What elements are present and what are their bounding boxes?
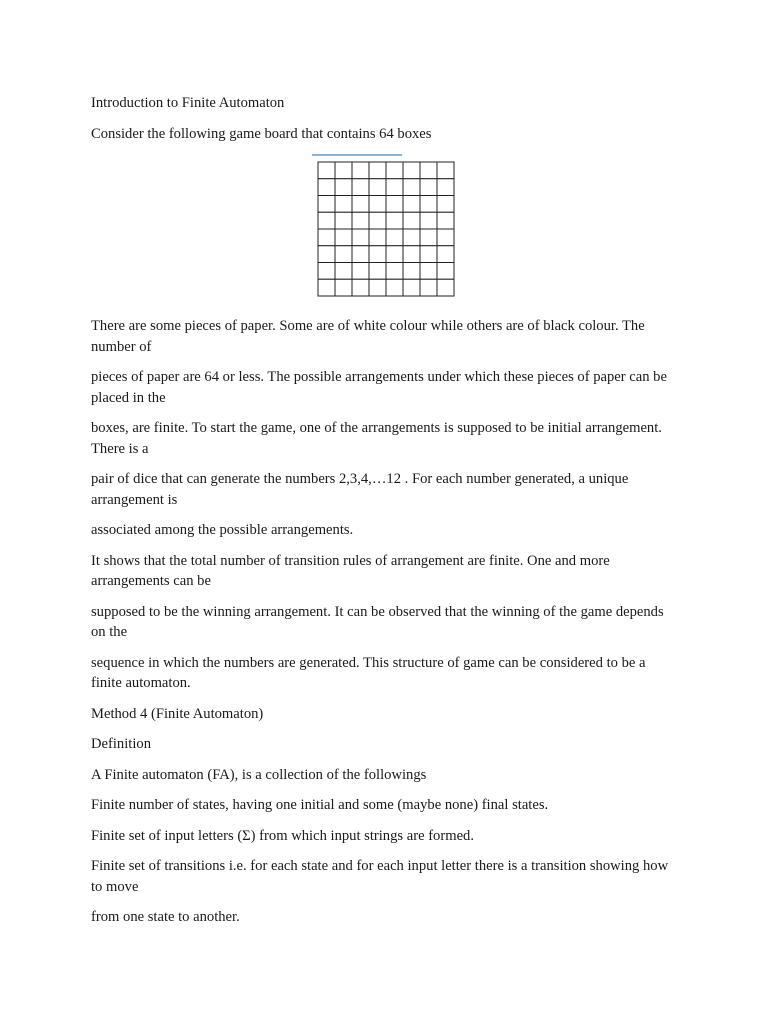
- paragraph: It shows that the total number of transition rules of arrangement are finite. One and more arrangements can be: [91, 552, 610, 589]
- board-box: [352, 162, 369, 179]
- board-box: [369, 229, 386, 246]
- board-box: [437, 229, 454, 246]
- board-box: [420, 179, 437, 196]
- board-box: [403, 212, 420, 229]
- board-box: [369, 212, 386, 229]
- board-box: [437, 179, 454, 196]
- board-box: [335, 212, 352, 229]
- board-box: [318, 229, 335, 246]
- board-box: [335, 179, 352, 196]
- board-box: [386, 179, 403, 196]
- board-box: [352, 246, 369, 263]
- board-box: [335, 263, 352, 280]
- board-box: [437, 263, 454, 280]
- board-box: [420, 212, 437, 229]
- board-box: [386, 196, 403, 213]
- board-accent-line: [312, 154, 402, 156]
- board-box: [318, 179, 335, 196]
- paragraph: associated among the possible arrangements.: [91, 522, 354, 538]
- document-page: [91, 93, 676, 938]
- board-box: [403, 196, 420, 213]
- board-box: [318, 263, 335, 280]
- board-box: [352, 212, 369, 229]
- board-box: [335, 279, 352, 296]
- board-box: [403, 246, 420, 263]
- board-box: [420, 229, 437, 246]
- game-board-grid: [317, 161, 455, 297]
- paragraph: from one state to another.: [91, 909, 240, 925]
- board-box: [403, 162, 420, 179]
- board-box: [403, 279, 420, 296]
- board-box: [369, 279, 386, 296]
- board-box: [420, 196, 437, 213]
- board-box: [420, 279, 437, 296]
- board-box: [352, 263, 369, 280]
- board-box: [420, 263, 437, 280]
- paragraph: pair of dice that can generate the numbers 2,3,4,…12 . For each number generated, a unique arrangement is: [91, 471, 629, 508]
- board-box: [335, 196, 352, 213]
- paragraph: Finite set of transitions i.e. for each state and for each input letter there is a transition showing how to move: [91, 858, 669, 895]
- board-box: [437, 279, 454, 296]
- paragraph: Finite number of states, having one initial and some (maybe none) final states.: [91, 797, 549, 813]
- board-box: [420, 246, 437, 263]
- board-box: [369, 162, 386, 179]
- board-box: [369, 179, 386, 196]
- board-box: [335, 229, 352, 246]
- board-box: [318, 196, 335, 213]
- document-title: Introduction to Finite Automaton: [91, 95, 285, 111]
- board-box: [335, 246, 352, 263]
- board-box: [386, 263, 403, 280]
- board-box: [352, 279, 369, 296]
- paragraph: pieces of paper are 64 or less. The possible arrangements under which these pieces of paper can be placed in the: [91, 369, 667, 406]
- board-box: [437, 196, 454, 213]
- board-box: [318, 246, 335, 263]
- board-box: [352, 196, 369, 213]
- board-box: [335, 162, 352, 179]
- board-box: [403, 229, 420, 246]
- board-box: [386, 229, 403, 246]
- paragraph: boxes, are finite. To start the game, one of the arrangements is supposed to be initial arrangement. There is a: [91, 420, 662, 457]
- board-box: [386, 246, 403, 263]
- board-box: [437, 212, 454, 229]
- board-box: [437, 162, 454, 179]
- board-box: [386, 212, 403, 229]
- game-board: [317, 161, 455, 297]
- board-box: [318, 279, 335, 296]
- board-box: [369, 263, 386, 280]
- board-box: [403, 179, 420, 196]
- board-box: [318, 212, 335, 229]
- paragraph: supposed to be the winning arrangement. It can be observed that the winning of the game depends on the: [91, 603, 664, 640]
- board-box: [318, 162, 335, 179]
- board-box: [403, 263, 420, 280]
- board-box: [420, 162, 437, 179]
- board-box: [437, 246, 454, 263]
- board-box: [352, 179, 369, 196]
- board-box: [369, 196, 386, 213]
- paragraph: sequence in which the numbers are generated. This structure of game can be considered to be a finite automaton.: [91, 654, 646, 691]
- game-board-figure: [91, 154, 676, 302]
- method-heading: Method 4 (Finite Automaton): [91, 705, 264, 722]
- board-box: [352, 229, 369, 246]
- paragraph: There are some pieces of paper. Some are of white colour while others are of black colour. The number of: [91, 318, 645, 355]
- paragraph: A Finite automaton (FA), is a collection of the followings: [91, 766, 427, 783]
- definition-heading: Definition: [91, 736, 151, 752]
- board-box: [386, 162, 403, 179]
- paragraph: Finite set of input letters (Σ) from which input strings are formed.: [91, 827, 474, 844]
- board-box: [369, 246, 386, 263]
- board-box: [386, 279, 403, 296]
- intro-text: Consider the following game board that contains 64 boxes: [91, 125, 432, 142]
